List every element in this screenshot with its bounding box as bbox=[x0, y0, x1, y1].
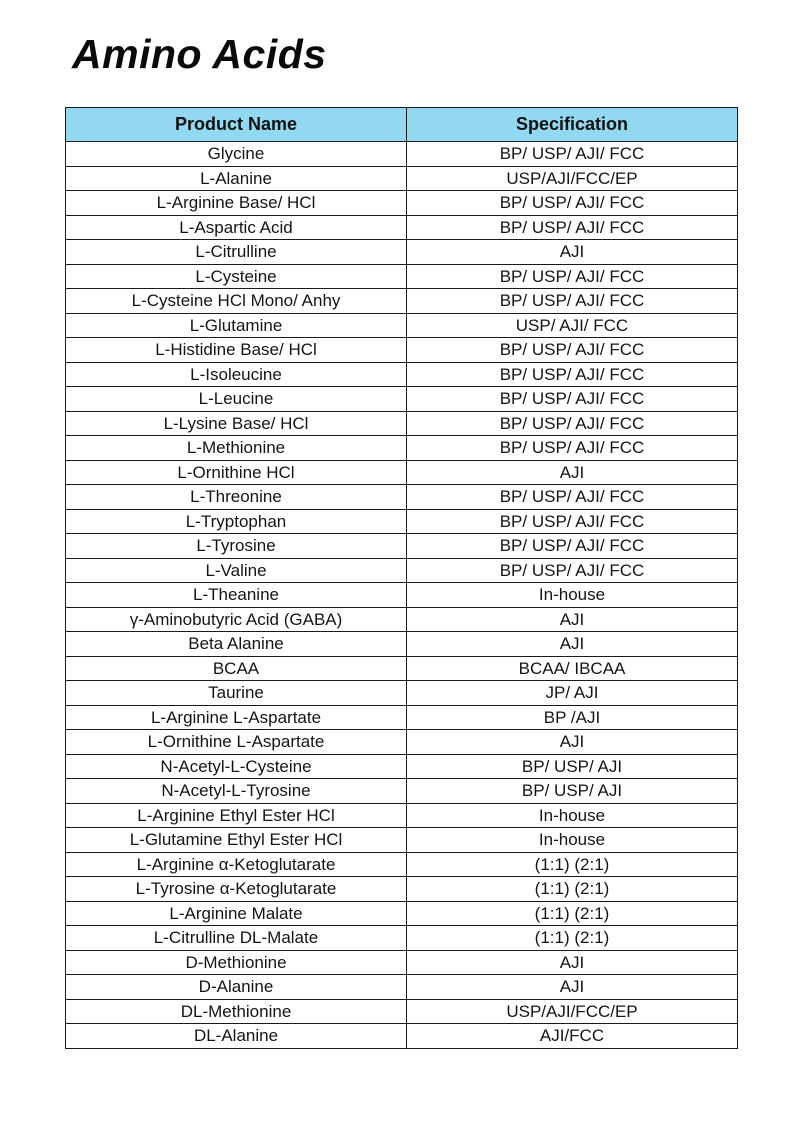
specification-cell: BCAA/ IBCAA bbox=[407, 656, 738, 681]
table-row bbox=[66, 191, 738, 216]
product-name-cell: L-Arginine Ethyl Ester HCl bbox=[66, 803, 407, 828]
specification-cell: BP/ USP/ AJI/ FCC bbox=[407, 191, 738, 216]
product-name-cell: L-Methionine bbox=[66, 436, 407, 461]
product-name-cell: L-Lysine Base/ HCl bbox=[66, 411, 407, 436]
table-row bbox=[66, 338, 738, 363]
specification-cell: BP/ USP/ AJI/ FCC bbox=[407, 411, 738, 436]
specification-cell: BP/ USP/ AJI bbox=[407, 754, 738, 779]
specification-cell: In-house bbox=[407, 803, 738, 828]
specification-cell: BP/ USP/ AJI/ FCC bbox=[407, 436, 738, 461]
product-name-cell: L-Histidine Base/ HCl bbox=[66, 338, 407, 363]
specification-cell: JP/ AJI bbox=[407, 681, 738, 706]
product-name-cell: L-Aspartic Acid bbox=[66, 215, 407, 240]
table-row bbox=[66, 705, 738, 730]
table-row bbox=[66, 485, 738, 510]
specification-cell: AJI bbox=[407, 950, 738, 975]
column-header-specification: Specification bbox=[407, 108, 738, 142]
product-name-cell: D-Methionine bbox=[66, 950, 407, 975]
product-name-cell: L-Leucine bbox=[66, 387, 407, 412]
product-name-cell: L-Glutamine bbox=[66, 313, 407, 338]
table-row bbox=[66, 1024, 738, 1049]
table-row bbox=[66, 681, 738, 706]
table-row bbox=[66, 534, 738, 559]
product-name-cell: L-Cysteine HCl Mono/ Anhy bbox=[66, 289, 407, 314]
specification-cell: AJI bbox=[407, 460, 738, 485]
specification-cell: BP/ USP/ AJI/ FCC bbox=[407, 215, 738, 240]
table-header-row bbox=[66, 108, 738, 142]
specification-cell: (1:1) (2:1) bbox=[407, 852, 738, 877]
amino-acids-table bbox=[65, 107, 738, 1049]
table-row bbox=[66, 656, 738, 681]
product-name-cell: L-Arginine L-Aspartate bbox=[66, 705, 407, 730]
table-row bbox=[66, 436, 738, 461]
specification-cell: AJI bbox=[407, 240, 738, 265]
specification-cell: AJI bbox=[407, 632, 738, 657]
product-name-cell: L-Citrulline bbox=[66, 240, 407, 265]
product-name-cell: DL-Alanine bbox=[66, 1024, 407, 1049]
specification-cell: BP /AJI bbox=[407, 705, 738, 730]
table-row bbox=[66, 828, 738, 853]
table-row bbox=[66, 215, 738, 240]
specification-cell: USP/ AJI/ FCC bbox=[407, 313, 738, 338]
specification-cell: BP/ USP/ AJI/ FCC bbox=[407, 509, 738, 534]
product-name-cell: L-Alanine bbox=[66, 166, 407, 191]
specification-cell: BP/ USP/ AJI/ FCC bbox=[407, 534, 738, 559]
product-name-cell: L-Tyrosine bbox=[66, 534, 407, 559]
product-name-cell: L-Arginine Base/ HCl bbox=[66, 191, 407, 216]
table-row bbox=[66, 754, 738, 779]
product-name-cell: L-Glutamine Ethyl Ester HCl bbox=[66, 828, 407, 853]
product-name-cell: L-Tryptophan bbox=[66, 509, 407, 534]
table-row bbox=[66, 730, 738, 755]
table-row bbox=[66, 142, 738, 167]
product-name-cell: Taurine bbox=[66, 681, 407, 706]
table-row bbox=[66, 240, 738, 265]
page-title: Amino Acids bbox=[72, 31, 327, 77]
specification-cell: AJI bbox=[407, 975, 738, 1000]
specification-cell: BP/ USP/ AJI/ FCC bbox=[407, 387, 738, 412]
table-row bbox=[66, 460, 738, 485]
table-row bbox=[66, 607, 738, 632]
table-row bbox=[66, 264, 738, 289]
table-row bbox=[66, 411, 738, 436]
specification-cell: (1:1) (2:1) bbox=[407, 926, 738, 951]
product-name-cell: Glycine bbox=[66, 142, 407, 167]
specification-cell: BP/ USP/ AJI/ FCC bbox=[407, 289, 738, 314]
product-name-cell: N-Acetyl-L-Tyrosine bbox=[66, 779, 407, 804]
product-name-cell: L-Theanine bbox=[66, 583, 407, 608]
product-name-cell: Beta Alanine bbox=[66, 632, 407, 657]
product-name-cell: DL-Methionine bbox=[66, 999, 407, 1024]
column-header-product-name: Product Name bbox=[66, 108, 407, 142]
table-row bbox=[66, 926, 738, 951]
table-row bbox=[66, 387, 738, 412]
product-name-cell: L-Arginine α-Ketoglutarate bbox=[66, 852, 407, 877]
table-row bbox=[66, 877, 738, 902]
table-row bbox=[66, 509, 738, 534]
table-row bbox=[66, 558, 738, 583]
table-body bbox=[66, 142, 738, 1049]
specification-cell: BP/ USP/ AJI/ FCC bbox=[407, 264, 738, 289]
table-row bbox=[66, 803, 738, 828]
product-name-cell: L-Citrulline DL-Malate bbox=[66, 926, 407, 951]
table-row bbox=[66, 362, 738, 387]
product-name-cell: D-Alanine bbox=[66, 975, 407, 1000]
product-name-cell: BCAA bbox=[66, 656, 407, 681]
product-name-cell: γ-Aminobutyric Acid (GABA) bbox=[66, 607, 407, 632]
table-row bbox=[66, 166, 738, 191]
specification-cell: AJI bbox=[407, 730, 738, 755]
table-row bbox=[66, 901, 738, 926]
product-name-cell: L-Valine bbox=[66, 558, 407, 583]
table-row bbox=[66, 975, 738, 1000]
specification-cell: BP/ USP/ AJI/ FCC bbox=[407, 338, 738, 363]
specification-cell: AJI bbox=[407, 607, 738, 632]
table-row bbox=[66, 289, 738, 314]
table-row bbox=[66, 950, 738, 975]
product-name-cell: L-Cysteine bbox=[66, 264, 407, 289]
table-row bbox=[66, 583, 738, 608]
product-name-cell: L-Arginine Malate bbox=[66, 901, 407, 926]
specification-cell: (1:1) (2:1) bbox=[407, 901, 738, 926]
table-row bbox=[66, 779, 738, 804]
specification-cell: USP/AJI/FCC/EP bbox=[407, 999, 738, 1024]
specification-cell: (1:1) (2:1) bbox=[407, 877, 738, 902]
table-row bbox=[66, 632, 738, 657]
specification-cell: BP/ USP/ AJI bbox=[407, 779, 738, 804]
product-name-cell: L-Ornithine L-Aspartate bbox=[66, 730, 407, 755]
specification-cell: BP/ USP/ AJI/ FCC bbox=[407, 558, 738, 583]
specification-cell: BP/ USP/ AJI/ FCC bbox=[407, 485, 738, 510]
product-name-cell: L-Tyrosine α-Ketoglutarate bbox=[66, 877, 407, 902]
product-name-cell: N-Acetyl-L-Cysteine bbox=[66, 754, 407, 779]
specification-cell: In-house bbox=[407, 583, 738, 608]
specification-cell: BP/ USP/ AJI/ FCC bbox=[407, 362, 738, 387]
specification-cell: USP/AJI/FCC/EP bbox=[407, 166, 738, 191]
table-row bbox=[66, 313, 738, 338]
specification-cell: AJI/FCC bbox=[407, 1024, 738, 1049]
product-name-cell: L-Ornithine HCl bbox=[66, 460, 407, 485]
specification-cell: In-house bbox=[407, 828, 738, 853]
table-row bbox=[66, 999, 738, 1024]
product-name-cell: L-Isoleucine bbox=[66, 362, 407, 387]
product-name-cell: L-Threonine bbox=[66, 485, 407, 510]
specification-cell: BP/ USP/ AJI/ FCC bbox=[407, 142, 738, 167]
table-row bbox=[66, 852, 738, 877]
